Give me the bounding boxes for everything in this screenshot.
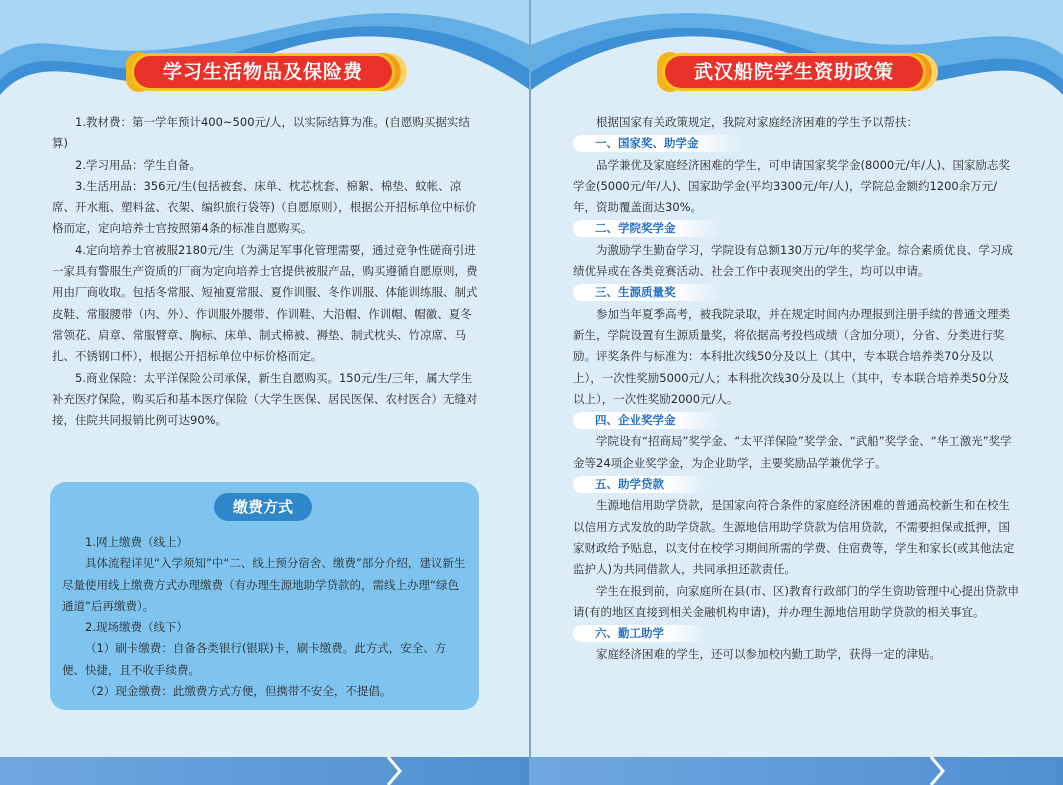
section-1-title: 一、国家奖、助学金	[573, 135, 743, 152]
section-6-text: 家庭经济困难的学生，还可以参加校内勤工助学，获得一定的津贴。	[596, 647, 941, 662]
right-page	[531, 0, 1063, 785]
section-1-head	[573, 133, 1019, 154]
left-title-banner	[126, 52, 406, 92]
section-2-title: 二、学院奖学金	[573, 220, 720, 237]
payment-onsite-head: 2.现场缴费（线下）	[85, 620, 188, 635]
section-3-title: 三、生源质量奖	[573, 284, 720, 301]
section-5-head	[573, 474, 1019, 495]
payment-title: 缴费方式	[214, 493, 312, 521]
section-6-title: 六、勤工助学	[573, 625, 708, 642]
section-3-head	[573, 282, 1019, 303]
left-body	[52, 112, 478, 431]
section-3-text: 参加当年夏季高考，被我院录取，并在规定时间内办理报到注册手续的普通文理类新生，学院设置有生源质量奖，将依据高考投档成绩（含加分项），分省、分类进行奖励。评奖条件与标准为：本科批次线50分及以上（其中，专本联合培养类70分及以上），一次性奖励5000元/人；本科批次线30分及以上（其中，专本联合培养类50分及以上），一次性奖励2000元/人。	[573, 306, 1010, 406]
left-para-1: 1.教材费：第一学年预计400~500元/人，以实际结算为准。(自愿购买据实结算)	[52, 115, 470, 151]
right-chevron-icon	[927, 757, 957, 785]
section-4-text: 学院设有“招商局”奖学金、“太平洋保险”奖学金、“武船”奖学金、“华工激光”奖学金等24项企业奖学金，为企业助学，主要奖励品学兼优学子。	[573, 434, 1012, 470]
section-4-head	[573, 410, 1019, 431]
payment-online-text: 具体流程详见“入学须知”中“二、线上预分宿舍、缴费”部分介绍，建议新生尽量使用线上缴费方式办理缴费（有办理生源地助学贷款的，需线上办理“绿色通道”后再缴费）。	[62, 556, 466, 613]
section-5-text-2: 学生在报到前，向家庭所在县(市、区)教育行政部门的学生资助管理中心提出贷款申请(有的地区直接到相关金融机构申请)，并办理生源地信用助学贷款的相关事宜。	[573, 583, 1019, 619]
section-5-title: 五、助学贷款	[573, 476, 708, 493]
left-footer-band	[0, 757, 530, 785]
payment-card-text: （1）刷卡缴费：自备各类银行(银联)卡，刷卡缴费。此方式，安全、方便、快捷，且不收手续费。	[62, 641, 447, 677]
right-body	[573, 112, 1019, 666]
left-title: 学习生活物品及保险费	[134, 56, 392, 88]
left-para-3: 3.生活用品：356元/生(包括被套、床单、枕芯枕套、棉絮、棉垫、蚊帐、凉席、开水瓶、塑料盆、衣架、编织旅行袋等)（自愿原则），根据公开招标单位中标价格而定，定向培养士官按照第4条的标准自愿购买。	[52, 178, 477, 236]
left-page	[0, 0, 530, 785]
section-6-head	[573, 623, 1019, 644]
left-para-5: 5.商业保险：太平洋保险公司承保，新生自愿购买。150元/生/三年，属大学生补充医疗保险，购买后和基本医疗保险（大学生医保、居民医保、农村医合）无缝对接，住院共同报销比例可达90%。	[52, 370, 478, 428]
section-4-title: 四、企业奖学金	[573, 412, 720, 429]
payment-cash-text: （2）现金缴费：此缴费方式方便，但携带不安全，不提倡。	[85, 684, 392, 699]
left-para-2: 2.学习用品：学生自备。	[75, 157, 201, 172]
left-chevron-icon	[384, 757, 414, 785]
section-5-text-1: 生源地信用助学贷款，是国家向符合条件的家庭经济困难的普通高校新生和在校生以信用方式发放的助学贷款。生源地信用助学贷款为信用贷款，不需要担保或抵押，国家财政给予贴息，以支付在校学习期间所需的学费、住宿费等，学生和家长(或其他法定监护人)为共同借款人，共同承担还款责任。	[573, 498, 1015, 577]
section-2-head	[573, 218, 1019, 239]
left-para-4: 4.定向培养士官被服2180元/生（为满足军事化管理需要，通过竞争性磋商引进一家具有警服生产资质的厂商为定向培养士官提供被服产品，购买遵循自愿原则，费用由厂商收取。包括冬常服、短袖夏常服、夏作训服、冬作训服、体能训练服、制式皮鞋、常服腰带（内、外）、作训服外腰带、作训鞋、大沿帽、作训帽、帽徽、夏冬常领花、肩章、常服臂章、胸标、床单、制式棉被、褥垫、制式枕头、竹凉席、马扎、不锈钢口杯），根据公开招标单位中标价格而定。	[52, 242, 478, 364]
payment-online-head: 1.网上缴费（线上）	[85, 535, 188, 549]
right-intro: 根据国家有关政策规定，我院对家庭经济困难的学生予以帮扶：	[596, 115, 918, 129]
right-title-banner	[657, 52, 937, 92]
right-footer-band	[531, 757, 1063, 785]
right-title: 武汉船院学生资助政策	[665, 56, 923, 88]
payment-body	[62, 532, 468, 702]
section-1-text: 品学兼优及家庭经济困难的学生，可申请国家奖学金(8000元/年/人)、国家励志奖学金(5000元/年/人)、国家助学金(平均3300元/年/人)，学院总金额约1200余万元/年，资助覆盖面达30%。	[573, 157, 1010, 215]
section-2-text: 为激励学生勤奋学习，学院设有总额130万元/年的奖学金。综合素质优良、学习成绩优异或在各类竞赛活动、社会工作中表现突出的学生，均可以申请。	[573, 242, 1013, 279]
